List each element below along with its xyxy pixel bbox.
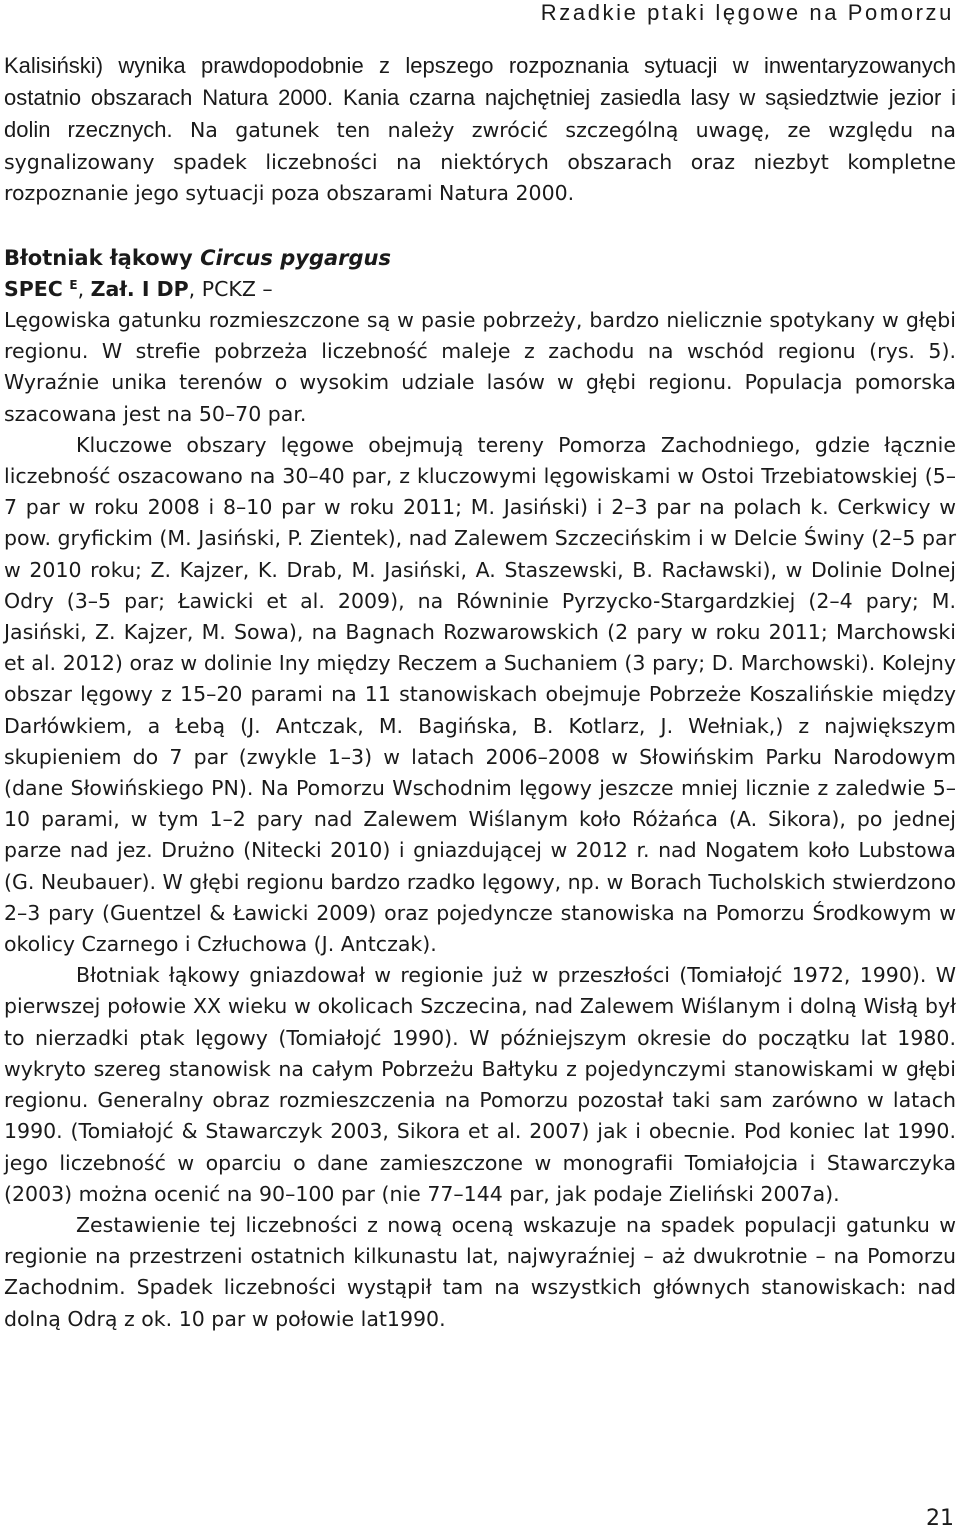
section-spacer xyxy=(4,209,956,243)
species-common-name: Błotniak łąkowy xyxy=(4,246,193,271)
species-status xyxy=(4,274,956,305)
status-spec-category: E xyxy=(69,278,78,293)
paragraph-intro xyxy=(4,50,956,209)
running-header: Rzadkie ptaki lęgowe na Pomorzu xyxy=(540,0,954,25)
species-heading xyxy=(4,243,956,274)
status-annex: Zał. I DP xyxy=(90,277,189,302)
paragraph-history: Błotniak łąkowy gniazdował w regionie już w przeszłości (Tomiałojć 1972, 1990). W pierwszej połowie XX wieku w okolicach Szczecina, nad Zalewem Wiślanym i dolną Wisłą był to nierzadki ptak lęgowy (Tomiałojć 1990). W późniejszym okresie do początku lat 1980. wykryto szereg stanowisk na całym Pobrzeżu Bałtyku z pojedynczymi stanowiskami w głębi regionu. Generalny obraz rozmieszczenia na Pomorzu pozostał taki sam zarówno w latach 1990. (Tomiałojć & Stawarczyk 2003, Sikora et al. 2007) jak i obecnie. Pod koniec lat 1990. jego liczebność w oparciu o dane zamieszczone w monografii Tomiałojcia i Stawarczyka (2003) można ocenić na 90–100 par (nie 77–144 par, jak podaje Zieliński 2007a). xyxy=(4,963,956,1206)
page-number: 21 xyxy=(926,1506,954,1531)
paragraph-trend: Zestawienie tej liczebności z nową oceną wskazuje na spadek populacji gatunku w regionie na przestrzeni ostatnich kilkunastu lat, najwyraźniej – aż dwukrotnie – na Pomorzu Zachodnim. Spadek liczebności wystąpił tam na wszystkich głównych stanowiskach: nad dolną Odrą z ok. 10 par w połowie lat1990. xyxy=(4,1212,956,1331)
paragraph-intro-part1: Kalisiński) wynika prawdopodobnie z lepszego rozpoznania sytuacji w inwentaryzowanych ostatnio obszarach Natura 2000. Kania czarna najchętniej zasiedla lasy w sąsiedztwie jezior i dolin rzecznych. xyxy=(4,53,956,143)
status-separator: , xyxy=(77,277,91,302)
paragraph-key-areas: Kluczowe obszary lęgowe obejmują tereny Pomorza Zachodniego, gdzie łącznie liczebność oszacowano na 30–40 par, z kluczowymi lęgowiskami w Ostoi Trzebiatowskiej (5–7 par w roku 2008 i 8–10 par w roku 2011; M. Jasiński) i 2–3 par na polach k. Cerkwicy w pow. gryfickim (M. Jasiński, P. Zientek), nad Zalewem Szczecińskim i w Delcie Świny (2–5 par w 2010 roku; Z. Kajzer, K. Drab, M. Jasiński, A. Staszewski, B. Racławski), w Dolinie Dolnej Odry (3–5 par; Ławicki et al. 2009), na Równinie Pyrzycko-Stargardzkiej (2–4 pary; M. Jasiński, Z. Kajzer, M. Sowa), na Bagnach Rozwarowskich (2 pary w roku 2011; Marchowski et al. 2012) oraz w dolinie Iny między Reczem a Suchaniem (3 pary; D. Marchowski). Kolejny obszar lęgowy z 15–20 parami na 11 stanowiskach obejmuje Pobrzeże Koszalińskie między Darłówkiem, a Łebą (J. Antczak, M. Bagińska, B. Kotlarz, J. Wełniak,) z największym skupieniem do 7 par (zwykle 1–3) w latach 2006–2008 w Słowińskim Parku Narodowym (dane Słowińskiego PN). Na Pomorzu Wschodnim lęgowy jeszcze mniej licznie z zaledwie 5–10 parami, w tym 1–2 pary nad Zalewem Wiślanym koło Różańca (A. Sikora), po jednej parze nad jez. Drużno (Nitecki 2010) i gniazdującej w 2012 r. nad Nogatem koło Lubstowa (G. Neubauer). W głębi regionu bardzo rzadko lęgowy, np. w Borach Tucholskich stwierdzono 2–3 pary (Guentzel & Ławicki 2009) oraz pojedyncze stanowiska na Pomorzu Środkowym w okolicy Czarnego i Człuchowa (J. Antczak). xyxy=(4,432,956,957)
paragraph-intro-part2: Na gatunek ten należy zwrócić szczególną uwagę, ze względu na sygnalizowany spadek liczebności na niektórych obszarach oraz niezbyt kompletne rozpoznanie jego sytuacji poza obszarami Natura 2000. xyxy=(4,118,956,205)
paragraph-distribution: Lęgowiska gatunku rozmieszczone są w pasie pobrzeży, bardzo nielicznie spotykany w głębi regionu. W strefie pobrzeża liczebność maleje z zachodu na wschód regionu (rys. 5). Wyraźnie unika terenów o wysokim udziale lasów w głębi regionu. Populacja pomorska szacowana jest na 50–70 par. xyxy=(4,308,956,426)
main-text xyxy=(4,50,956,1335)
status-rest: , PCKZ – xyxy=(188,277,273,302)
species-latin-name: Circus pygargus xyxy=(200,246,392,271)
status-spec: SPEC xyxy=(4,277,63,302)
